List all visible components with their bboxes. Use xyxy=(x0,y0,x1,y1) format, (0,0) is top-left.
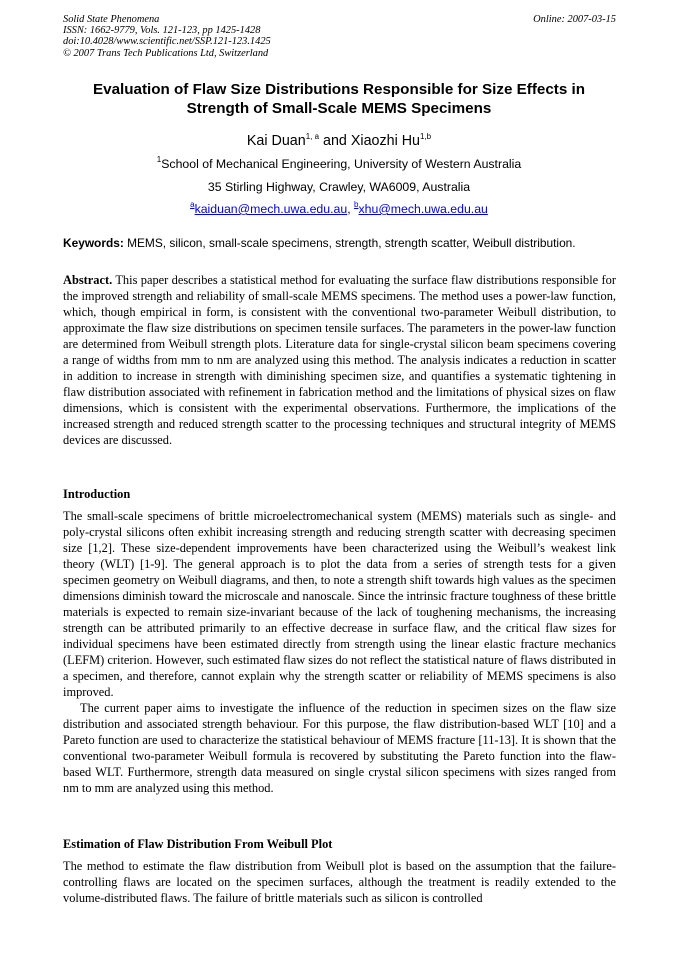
email-a-sup: a xyxy=(190,200,195,209)
author-conjunction: and xyxy=(319,133,351,149)
abstract-label: Abstract. xyxy=(63,273,113,287)
email-b-sup: b xyxy=(354,200,359,209)
title-line-2: Strength of Small-Scale MEMS Specimens xyxy=(186,100,492,117)
issn-line: ISSN: 1662-9779, Vols. 121-123, pp 1425-1428 xyxy=(63,25,261,37)
email-b-link[interactable]: xhu@mech.uwa.edu.au xyxy=(358,202,488,216)
estimation-paragraph-1: The method to estimate the flaw distribution from Weibull plot is based on the assumption that the failure-controlling flaws are located on the specimen surfaces, although the treatment is readily extended to the volume-distributed flaws. The failure of brittle materials such as silicon is controlled xyxy=(63,859,616,905)
author-2: Xiaozhi Hu xyxy=(350,133,420,149)
abstract xyxy=(63,272,616,448)
estimation-body xyxy=(63,858,616,906)
abstract-text: This paper describes a statistical method for evaluating the surface flaw distributions responsible for the improved strength and reliability of small-scale MEMS specimens. The method uses a power-law function, which, though empirical in form, is consistent with the conventional two-parameter Weibull distribution, to approximate the flaw size distributions on specimen tensile surfaces. The parameters in the power-law function are determined from Weibull strength plots. Literature data for single-crystal silicon beam specimens covering a range of widths from mm to nm are analyzed using this method. The analysis indicates a reduction in scatter in addition to increase in strength with diminishing specimen size, and quantifies a systematic tightening in flaw distribution associated with refinement in fabrication method and the limitations of physical sizes on flaw dimensions, which is consistent with the experimental observations. Furthermore, the implications of the increased strength and reduced strength scatter to the processing techniques and structural integrity of MEMS devices are discussed. xyxy=(63,273,616,447)
keywords-label: Keywords: xyxy=(63,236,124,250)
introduction-heading: Introduction xyxy=(63,487,131,501)
title-line-1: Evaluation of Flaw Size Distributions Responsible for Size Effects in xyxy=(93,81,585,98)
journal-header xyxy=(63,14,616,59)
estimation-heading: Estimation of Flaw Distribution From Weibull Plot xyxy=(63,837,333,851)
affiliation-line-2: 35 Stirling Highway, Crawley, WA6009, Australia xyxy=(207,180,471,194)
paper-title xyxy=(40,80,638,118)
affiliation-line-1 xyxy=(0,157,678,172)
email-line xyxy=(0,202,678,217)
introduction-paragraph-1: The small-scale specimens of brittle microelectromechanical system (MEMS) materials such as single- and poly-crystal silicons often exhibit increasing strength and reducing strength scatter with decreasing specimen size [1,2]. These size-dependent improvements have been characterized using the Weibull’s weakest link theory (WLT) [1-9]. The general approach is to plot the data from a series of strength tests for a given specimen geometry on Weibull diagrams, and then, to note a strength shift towards high values as the specimen dimensions diminish toward the microscale and nanoscale. Since the intrinsic fracture toughness of these brittle materials is expected to remain size-invariant because of the lack of toughening mechanisms, the increasing strength can be attributed primarily to an effective decrease in surface flaw, and the critical flaw sizes for individual specimens have been estimated directly from strength using the linear elastic fracture mechanics (LEFM) criterion. However, such estimated flaw sizes do not reflect the statistical nature of flaws distributed in a specimen, and therefore, cannot explain why the strength scatter or reliability of MEMS specimens is also improved. xyxy=(63,509,616,699)
author-1: Kai Duan xyxy=(246,133,306,149)
online-date: Online: 2007-03-15 xyxy=(533,14,616,25)
doi-line: doi:10.4028/www.scientific.net/SSP.121-123.1425 xyxy=(63,36,271,48)
author-1-sup: 1, a xyxy=(305,132,320,141)
keywords-text: MEMS, silicon, small-scale specimens, strength, strength scatter, Weibull distribution. xyxy=(123,236,576,250)
email-a-link[interactable]: kaiduan@mech.uwa.edu.au xyxy=(194,202,348,216)
author-line xyxy=(0,132,678,150)
copyright-line: © 2007 Trans Tech Publications Ltd, Switzerland xyxy=(63,47,269,59)
author-2-sup: 1,b xyxy=(420,132,432,141)
affiliation-sup: 1 xyxy=(156,155,162,164)
email-separator: , xyxy=(347,202,355,216)
introduction-paragraph-2: The current paper aims to investigate the influence of the reduction in specimen sizes on the flaw size distribution and associated strength behaviour. For this purpose, the flaw distribution-based WLT [10] and a Pareto function are used to characterize the statistical behaviour of MEMS fracture [11-13]. It is shown that the conventional two-parameter Weibull formula is recovered by substituting the Pareto function into the flaw-based WLT. Furthermore, strength data measured on single crystal silicon specimens with sizes ranged from nm to mm are analyzed using this method. xyxy=(63,701,616,795)
journal-name: Solid State Phenomena xyxy=(63,14,160,25)
keywords xyxy=(63,236,623,251)
introduction-body xyxy=(63,508,616,796)
affiliation-name: School of Mechanical Engineering, University of Western Australia xyxy=(161,157,522,171)
